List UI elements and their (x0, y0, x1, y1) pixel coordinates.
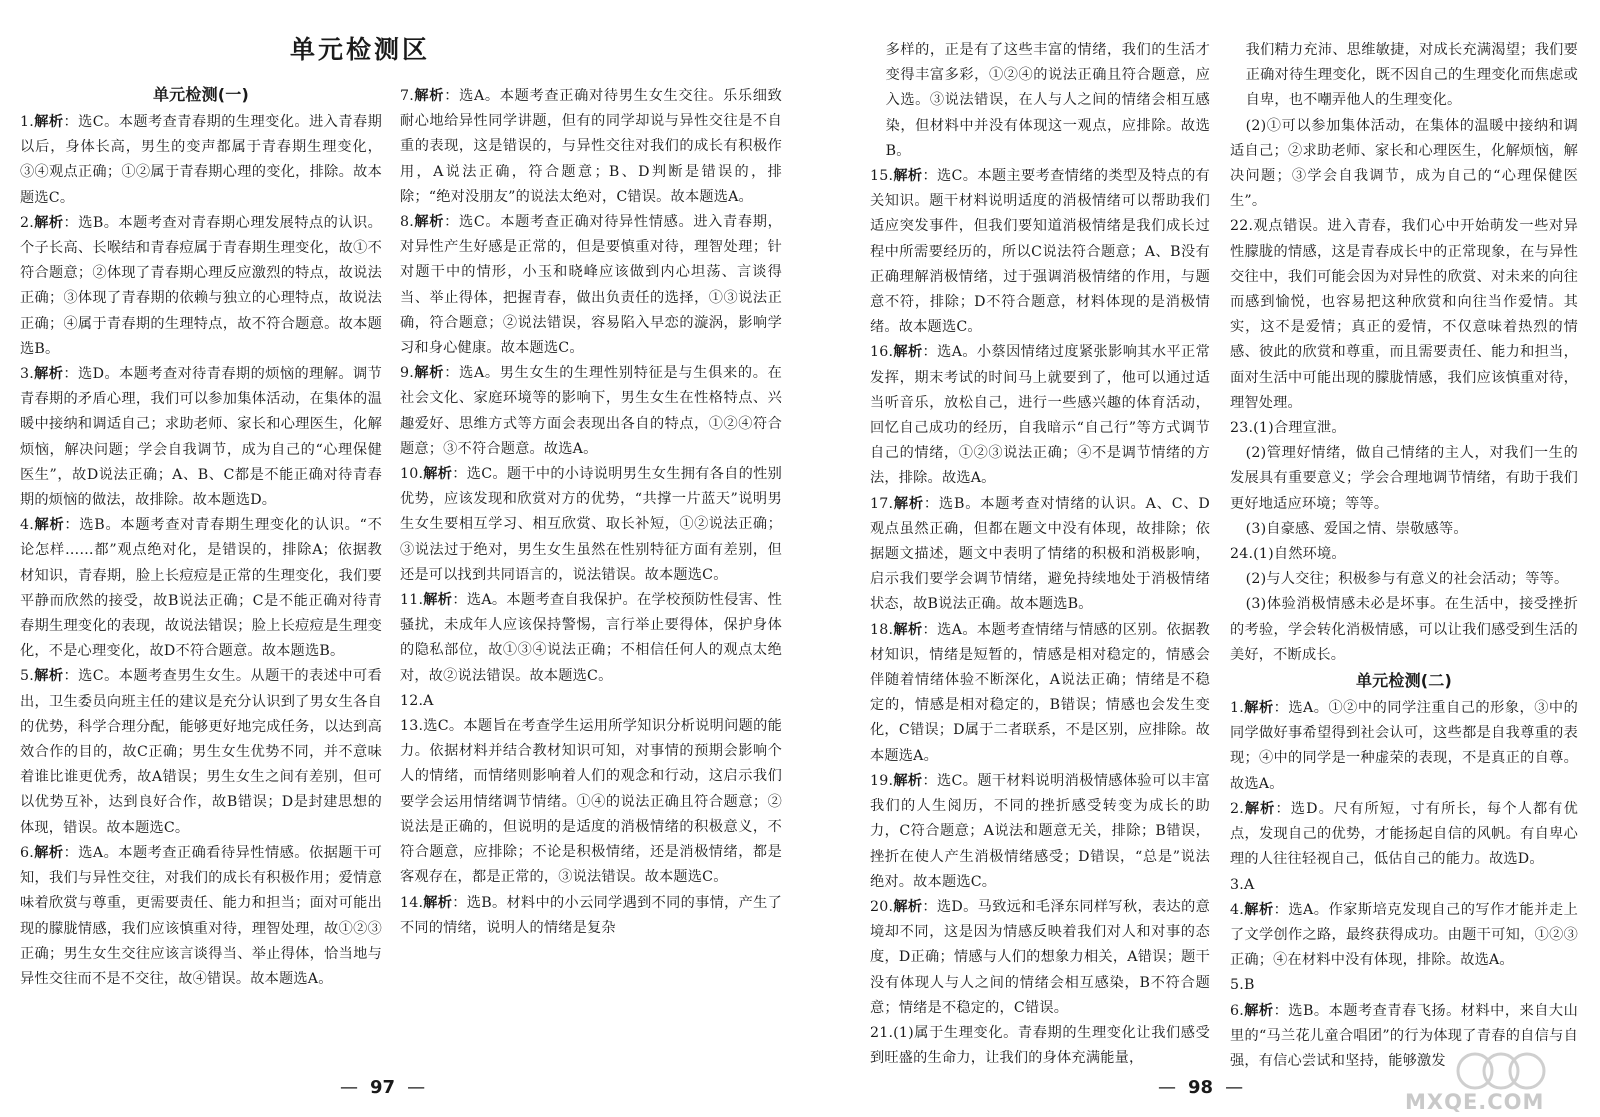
answer-label: 解析 (423, 466, 453, 483)
answer-number: 17. (870, 495, 894, 512)
answer-number: 6. (20, 844, 34, 861)
answer-item (1230, 592, 1578, 668)
answer-text: ：选B。本题考查对青春期心理发展特点的认识。个子长高、长喉结和青春痘属于青春期生理变化，故①不符合题意；②体现了青春期心理反应激烈的特点，故说法正确；③体现了青春期的依赖与独立的心理特点，故说法正确；④属于青春期的生理特点，故不符合题意。故本题选B。 (20, 214, 382, 357)
answer-number: 1. (1230, 700, 1244, 717)
answer-label: 解析 (33, 844, 64, 861)
answer-label: 解析 (1243, 1002, 1274, 1019)
answer-item (400, 462, 782, 588)
page-number-value: 98 (1188, 1077, 1214, 1098)
answer-number: 4. (20, 517, 34, 534)
answer-item (1230, 416, 1578, 441)
answer-text: ：选C。本题主要考查情绪的类型及特点的有关知识。题干材料说明适度的消极情绪可以帮助我们适应突发事件，但我们要知道消极情绪是我们成长过程中所需要经历的，所以C说法符合题意；A、B没有正确理解消极情绪，过于强调消极情绪的作用，与题意不符，排除；D不符合题意，材料体现的是消极情绪。故本题选C。 (870, 168, 1211, 336)
answer-text: ：选A。①②中的同学注重自己的形象，③中的同学做好事希望得到社会认可，这些都是自我尊重的表现；④中的同学是一种虚荣的表现，不是真正的自尊。故选A。 (1230, 700, 1578, 792)
answer-number: 14. (400, 894, 424, 911)
answer-text: 我们精力充沛、思维敏捷，对成长充满渴望；我们要正确对待生理变化，既不因自己的生理变化而焦虑或自卑，也不嘲弄他人的生理变化。 (1245, 42, 1578, 109)
answer-label: 解析 (893, 621, 923, 638)
answer-label: 解析 (1243, 700, 1274, 717)
answer-text: ：选A。小蔡因情绪过度紧张影响其水平正常发挥，期末考试的时间马上就要到了，他可以通过适当听音乐，放松自己，进行一些感兴趣的体育活动，回忆自己成功的经历，自我暗示“自己行”等方式调节自己的情绪，①②③说法正确；④不是调节情绪的方法，排除。故选A。 (870, 344, 1210, 487)
answer-text: (3)体验消极情感未必是坏事。在生活中，接受挫折的考验，学会转化消极情感，可以让我们感受到生活的美好，不断成长。 (1230, 596, 1578, 663)
answer-item (870, 340, 1210, 491)
answer-text: 选C。本题旨在考查学生运用所学知识分析说明问题的能力。依据材料并结合教材知识可知，对事情的预期会影响个人的情绪，而情绪则影响着人们的观念和行动，这启示我们要学会运用情绪调节情绪。①④的说法正确且符合题意；②说法是正确的，但说明的是适度的消极情绪的积极意义，不符合题意，应排除；不论是积极情绪，还是消极情绪，都是客观存在，都是正常的，③说法错误。故本题选C。 (400, 718, 782, 886)
answer-item (1230, 973, 1578, 998)
answer-label: 解析 (413, 365, 445, 382)
answer-number: 20. (870, 898, 894, 915)
answer-text: ：选A。本题考查情绪与情感的区别。依据教材知识，情绪是短暂的，情感是相对稳定的，情感会伴随着情绪体验不断深化，A说法正确；情绪是不稳定的，情感是相对稳定的，B错误；情感也会发生变化，C错误；D属于二者联系，不是区别，应排除。故本题选A。 (870, 621, 1210, 764)
answer-number: 19. (870, 772, 894, 789)
answer-text: ：选C。本题考查青春期的生理变化。进入青春期以后，身体长高，男生的变声都属于青春期生理变化，③④观点正确；①②属于青春期心理的变化，排除。故本题选C。 (20, 114, 382, 206)
answer-text: 观点错误。进入青春，我们心中开始萌发一些对异性朦胧的情感，这是青春成长中的正常现象，在与异性交往中，我们可能会因为对异性的欣赏、对未来的向往而感到愉悦，也容易把这种欣赏和向往当作爱情。其实，这不是爱情；真正的爱情，不仅意味着热烈的情感、彼此的欣赏和尊重，而且需要责任、能力和担当，面对生活中可能出现的朦胧情感，我们应该慎重对待，理智处理。 (1230, 218, 1578, 411)
right-page (800, 0, 1600, 1117)
answer-number: 5. (20, 668, 34, 685)
answer-text: ：选D。尺有所短，寸有所长，每个人都有优点，发现自己的优势，才能扬起自信的风帆。有自卑心理的人往往轻视自己，低估自己的能力。故选D。 (1230, 800, 1578, 868)
answer-number: 1. (20, 114, 34, 130)
answer-label: 解析 (33, 214, 64, 231)
answer-item (1230, 517, 1578, 542)
answer-item (870, 769, 1210, 895)
answer-number: 6. (1230, 1002, 1244, 1019)
right-column-2 (1230, 38, 1578, 1069)
answer-number: 10. (400, 466, 424, 483)
answer-text: (1)属于生理变化。青春期的生理变化让我们感受到旺盛的生命力，让我们的身体充满能量， (870, 1024, 1210, 1067)
answer-text: ：选D。本题考查对待青春期的烦恼的理解。调节青春期的矛盾心理，我们可以参加集体活动，在集体的温暖中接纳和调适自己；求助老师、家长和心理医生，化解烦恼，解决问题；学会自我调节，成为自己的“心理保健医生”，故D说法正确；A、B、C都是不能正确对待青春期的烦恼的做法，故排除。故本题选D。 (20, 366, 383, 509)
watermark-logo-icon (1455, 1050, 1545, 1092)
answer-label: 解析 (33, 517, 65, 534)
answer-text: (2)①可以参加集体活动，在集体的温暖中接纳和调适自己；②求助老师、家长和心理医生，化解烦恼，解决问题；③学会自我调节，成为自己的“心理保健医生”。 (1230, 117, 1578, 210)
answer-text: ：选C。本题考查正确对待异性情感。进入青春期，对异性产生好感是正常的，但是要慎重对待，理智处理；针对题干中的情形，小玉和晓峰应该做到内心坦荡、言谈得当、举止得体，把握青春，做出负责任的选择，①③说法正确，符合题意；②说法错误，容易陷入早恋的漩涡，影响学习和身心健康。故本题选C。 (400, 214, 782, 357)
answer-number: 3. (1230, 876, 1244, 893)
site-watermark (1395, 1050, 1595, 1114)
answer-text: ：选B。本题考查对情绪的认识。A、C、D观点虽然正确，但都在题文中没有体现，故排除；依据题文描述，题文中表明了情绪的积极和消极影响，启示我们要学会调节情绪，避免持续地处于消极情绪状态，故B说法正确。故本题选B。 (870, 495, 1211, 613)
answer-text: ：选A。本题考查正确对待男生女生交往。乐乐细致耐心地给异性同学讲题，但有的同学却说与异性交往是不自重的表现，这是错误的，与异性交往对我们的成长有积极作用，A说法正确，符合题意；B、D判断是错误的，排除；“绝对没朋友”的说法太绝对，C错误。故本题选A。 (400, 88, 782, 205)
answer-item (1230, 542, 1578, 567)
answer-number: 15. (870, 168, 894, 185)
answer-label: 解析 (413, 88, 445, 104)
answer-number: 21. (870, 1024, 894, 1041)
answer-item (1230, 873, 1578, 898)
answer-text: ：选A。本题考查正确看待异性情感。依据题干可知，我们与异性交往，对我们的成长有积极作用；爱情意味着欣赏与尊重，更需要责任、能力和担当；面对可能出现的朦胧情感，我们应该慎重对待，理智处理，故①②③正确；男生女生交往应该言谈得当、举止得体，恰当地与异性交往而不是不交往，故④错误。故本题选A。 (20, 844, 382, 987)
left-column-1 (20, 82, 382, 1072)
answer-item (1230, 114, 1578, 215)
answer-text: ：选A。男生女生的生理性别特征是与生俱来的。在社会文化、家庭环境等的影响下，男生女生在性格特点、兴趣爱好、思维方式等方面会表现出各自的特点，①②④符合题意；③不符合题意。故选A。 (400, 365, 782, 457)
answer-text: A (1243, 876, 1255, 893)
answer-number: 13. (400, 718, 424, 735)
answer-item (1230, 797, 1578, 873)
answer-item (870, 38, 1210, 164)
answer-number: 11. (400, 592, 424, 609)
answer-text: ：选A。本题考查自我保护。在学校预防性侵害、性骚扰，未成年人应该保持警惕，言行举止要得体，保护身体的隐私部位，故①③④说法正确；不相信任何人的观点太绝对，故②说法错误。故本题选C。 (400, 592, 782, 684)
answer-item (1230, 898, 1578, 974)
answer-list (1230, 696, 1578, 1074)
answer-label: 解析 (423, 894, 453, 911)
answer-item (20, 841, 382, 992)
answer-item (400, 588, 782, 689)
answer-item (1230, 214, 1578, 416)
watermark-text: MXQE.COM (1405, 1090, 1545, 1114)
page-number-right: — 98 — (1158, 1077, 1244, 1098)
answer-label: 解析 (423, 592, 453, 609)
answer-list (1230, 38, 1578, 668)
answer-item (400, 210, 782, 361)
answer-label: 解析 (1243, 800, 1276, 817)
answer-item (20, 211, 382, 362)
answer-text: (2)与人交往；积极参与有意义的社会活动；等等。 (1245, 571, 1569, 588)
answer-number: 2. (1230, 800, 1244, 817)
answer-text: ：选A。作家斯培克发现自己的写作才能并走上了文学创作之路，最终获得成功。由题干可知，①②③正确；④在材料中没有体现，排除。故选A。 (1230, 901, 1578, 969)
answer-item (1230, 567, 1578, 592)
answer-item (870, 164, 1210, 340)
answer-number: 4. (1230, 901, 1244, 918)
answer-number: 2. (20, 214, 34, 231)
answer-item (870, 618, 1210, 769)
answer-number: 18. (870, 621, 894, 638)
answer-label: 解析 (1243, 901, 1274, 918)
answer-number: 22. (1230, 218, 1254, 235)
answer-text: ：选C。题干中的小诗说明男生女生拥有各自的性别优势，应该发现和欣赏对方的优势，“共撑一片蓝天”说明男生女生要相互学习、相互欣赏、取长补短，①②说法正确；③说法过于绝对，男生女生虽然在性别特征方面有差别，但还是可以找到共同语言的，说法错误。故本题选C。 (400, 466, 782, 583)
answer-text: (2)管理好情绪，做自己情绪的主人，对我们一生的发展具有重要意义；学会合理地调节情绪，有助于我们更好地适应环境；等等。 (1230, 445, 1578, 512)
unit-title-1: 单元检测(一) (152, 85, 250, 104)
answer-text: ：选B。本题考查青春飞扬。材料中，来自大山里的“马兰花儿童合唱团”的行为体现了青春的自信与自强，有信心尝试和坚持，能够激发 (1230, 1002, 1578, 1069)
answer-text: ：选B。材料中的小云同学遇到不同的事情，产生了不同的情绪，说明人的情绪是复杂 (400, 894, 782, 936)
answer-item (870, 1021, 1210, 1071)
answer-item (20, 664, 382, 840)
answer-number: 24. (1230, 546, 1254, 563)
answer-text: ：选B。本题考查对青春期生理变化的认识。“不论怎样……都”观点绝对化，是错误的，排除A；依据教材知识，青春期，脸上长痘痘是正常的生理变化，我们要平静而欣然的接受，故B说法正确；C是不能正确对待青春期生理变化的表现，故说法错误；脸上长痘痘是生理变化，不是心理变化，故D不符合题意。故本题选B。 (20, 517, 382, 660)
answer-item (400, 689, 782, 714)
answer-list (20, 110, 382, 992)
answer-text: A (423, 692, 434, 709)
answer-number: 12. (400, 692, 424, 709)
answer-item (1230, 38, 1578, 114)
answer-label: 解析 (893, 495, 924, 512)
answer-text: B (1243, 977, 1255, 994)
answer-item (400, 891, 782, 941)
answer-label: 解析 (893, 168, 923, 185)
answer-text: ：选C。题干材料说明消极情感体验可以丰富我们的人生阅历，不同的挫折感受转变为成长的助力，C符合题意；A说法和题意无关，排除；B错误，挫折在使人产生消极情绪感受；D错误，“总是”说法绝对。故本题选C。 (870, 772, 1211, 890)
answer-item (400, 714, 782, 890)
page-number-value: 97 (370, 1077, 396, 1098)
answer-number: 3. (20, 366, 34, 383)
section-title: 单元检测区 (290, 35, 431, 64)
answer-item (20, 513, 382, 664)
answer-text: (1)自然环境。 (1253, 546, 1346, 563)
answer-text: ：选D。马致远和毛泽东同样写秋，表达的意境却不同，这是因为情感反映着我们对人和对事的态度，D正确；情感与人们的想象力相关，A错误；题干没有体现人与人之间的情绪会相互感染，B不符合题意；情绪是不稳定的，C错误。 (870, 898, 1210, 1016)
answer-label: 解析 (893, 344, 923, 361)
answer-text: (1)合理宣泄。 (1253, 420, 1346, 437)
page-number-left: — 97 — (340, 1077, 426, 1098)
answer-item (870, 492, 1210, 618)
answer-label: 解析 (33, 366, 64, 383)
answer-label: 解析 (413, 214, 445, 231)
answer-number: 5. (1230, 977, 1244, 994)
answer-item (20, 110, 382, 211)
right-column-1 (870, 38, 1211, 1067)
answer-label: 解析 (893, 898, 923, 915)
answer-number: 16. (870, 344, 894, 361)
answer-list (400, 84, 782, 941)
answer-number: 9. (400, 365, 414, 382)
answer-text: ：选C。本题考查男生女生。从题干的表述中可看出，卫生委员向班主任的建议是充分认识到了男女生各自的优势，科学合理分配，能够更好地完成任务，以达到高效合作的目的，故C正确；男生女生优势不同，并不意味着谁比谁更优秀，故A错误；男生女生之间有差别，但可以优势互补，达到良好合作，故B错误；D是封建思想的体现，错误。故本题选C。 (20, 668, 382, 836)
answer-number: 23. (1230, 420, 1254, 437)
unit-title-2: 单元检测(二) (1355, 671, 1453, 691)
answer-text: (3)自豪感、爱国之情、崇敬感等。 (1245, 520, 1468, 537)
answer-text: 多样的，正是有了这些丰富的情绪，我们的生活才变得丰富多彩，①②④的说法正确且符合题意，应入选。③说法错误，在人与人之间的情绪会相互感染，但材料中并没有体现这一观点，应排除。故选B。 (885, 42, 1210, 159)
answer-item (20, 362, 382, 513)
answer-item (1230, 696, 1578, 797)
answer-number: 7. (400, 88, 414, 104)
left-column-2 (400, 84, 782, 1084)
answer-label: 解析 (33, 114, 64, 130)
answer-label: 解析 (33, 668, 64, 685)
answer-item (1230, 441, 1578, 517)
answer-list (870, 38, 1210, 1071)
answer-item (400, 361, 782, 462)
answer-item (400, 84, 782, 210)
answer-label: 解析 (893, 772, 923, 789)
answer-number: 8. (400, 214, 414, 231)
answer-item (870, 895, 1210, 1021)
